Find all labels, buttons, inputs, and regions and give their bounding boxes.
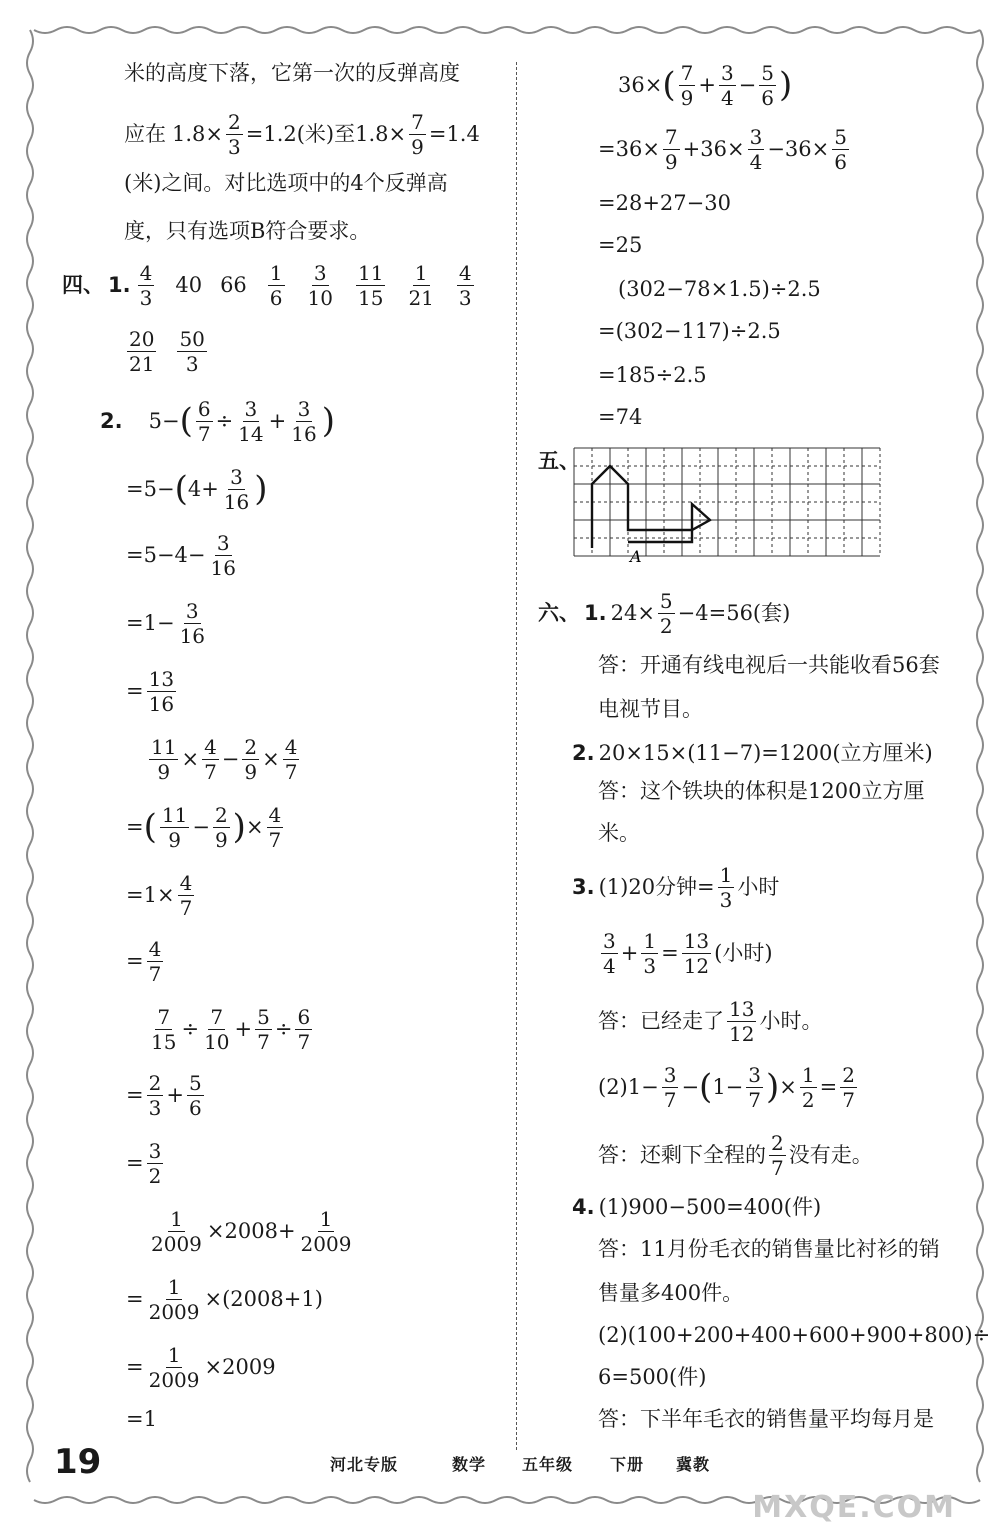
q6-1-answer-line1: 答：开通有线电视后一共能收看56套 xyxy=(598,653,940,677)
q4-2-step4: =1− $\frac{3}{16}$ xyxy=(126,598,206,648)
r-g4: =74 xyxy=(598,405,643,429)
q6-1-expr: 六、 1. 24× $\frac{5}{2}$ −4=56(套) xyxy=(538,588,791,638)
q6-2-answer-line1: 答：这个铁块的体积是1200立方厘 xyxy=(598,779,925,803)
q4-2-d-step2: = $\frac{1}{2009}$ ×(2008+1) xyxy=(126,1274,323,1324)
section-5-label: 五、 xyxy=(538,449,580,473)
q6-3-1-calc: $\frac{3}{4}$ + $\frac{1}{3}$ = $\frac{13}{12}$ (小时) xyxy=(603,928,773,978)
q6-3-2-calc: (2)1− $\frac{3}{7}$ − ( 1− $\frac{3}{7}$ ) × $\frac{1}{2}$ = $\frac{2}{7}$ xyxy=(598,1062,855,1112)
footer-publisher: 冀教 xyxy=(676,1455,711,1474)
r-e1: 36× ( $\frac{7}{9}$ + $\frac{3}{4}$ − $\frac{5}{6}$ ) xyxy=(618,60,793,110)
section-4-label: 四、 xyxy=(62,273,104,297)
q6-1-answer-line2: 电视节目。 xyxy=(598,697,703,721)
intro-line-4: 度，只有选项B符合要求。 xyxy=(124,219,371,243)
footer-subject: 数学 xyxy=(452,1455,487,1474)
q4-2-c-step2: = $\frac{2}{3}$ + $\frac{5}{6}$ xyxy=(126,1070,202,1120)
r-g1: (302−78×1.5)÷2.5 xyxy=(618,277,821,301)
column-divider xyxy=(516,62,517,1450)
intro-line-1: 米的高度下落，它第一次的反弹高度 xyxy=(124,61,460,85)
answer-frac: $\frac{4}{3}$ xyxy=(139,260,153,310)
page-number: 19 xyxy=(54,1442,102,1482)
footer-volume: 下册 xyxy=(610,1455,645,1474)
grid-point-a-label: A xyxy=(630,547,642,566)
watermark: MXQE.COM xyxy=(752,1490,956,1525)
q6-3-1-answer: 答：已经走了 $\frac{13}{12}$ 小时。 xyxy=(598,996,823,1046)
r-e3: =28+27−30 xyxy=(598,191,731,215)
q6-4-answer-line1: 答：11月份毛衣的销售量比衬衫的销 xyxy=(598,1237,940,1261)
intro-line-2: 应在 1.8× $\frac{2}{3}$ =1.2(米)至1.8× $\frac{7}{9}$ =1.4 xyxy=(124,109,480,159)
q4-2-step2: =5− ( 4+ $\frac{3}{16}$ ) xyxy=(126,464,268,514)
q4-2-step3: =5−4− $\frac{3}{16}$ xyxy=(126,530,236,580)
q6-4-2-line1: (2)(100+200+400+600+900+800)÷ xyxy=(598,1323,991,1347)
r-g2: =(302−117)÷2.5 xyxy=(598,319,781,343)
q6-3-1: 3. (1)20分钟= $\frac{1}{3}$ 小时 xyxy=(572,862,780,912)
q4-2-d-step3: = $\frac{1}{2009}$ ×2009 xyxy=(126,1342,276,1392)
q4-2-step1: 2. 5− ( $\frac{6}{7}$ ÷ $\frac{3}{14}$ + $\frac{3}{16}$ ) xyxy=(100,396,335,446)
footer-edition: 河北专版 xyxy=(330,1455,399,1474)
footer-grade: 五年级 xyxy=(522,1455,574,1474)
q4-2-d-step1: $\frac{1}{2009}$ ×2008+ $\frac{1}{2009}$ xyxy=(151,1206,352,1256)
q4-2-b-step3: =1× $\frac{4}{7}$ xyxy=(126,870,193,920)
q4-1-answers: 四、 1. $\frac{4}{3}$ 40 66 $\frac{1}{6}$ $\frac{3}{10}$ $\frac{11}{15}$ $\frac{1}{21}$ $\frac{4}{3}$ xyxy=(62,260,472,310)
q6-2-answer-line2: 米。 xyxy=(598,821,640,845)
q6-4-1: 4. (1)900−500=400(件) xyxy=(572,1195,822,1219)
intro-line-3: (米)之间。对比选项中的4个反弹高 xyxy=(124,171,448,195)
r-e2: =36× $\frac{7}{9}$ +36× $\frac{3}{4}$ −36× $\frac{5}{6}$ xyxy=(598,124,847,174)
q6-4-answer-line2: 售量多400件。 xyxy=(598,1281,744,1305)
q6-4-answer-line3: 答：下半年毛衣的销售量平均每月是 xyxy=(598,1407,934,1431)
q4-2-c-step3: = $\frac{3}{2}$ xyxy=(126,1138,162,1188)
q4-2-step5: = $\frac{13}{16}$ xyxy=(126,666,175,716)
q6-4-2-line2: 6=500(件) xyxy=(598,1365,707,1389)
section-5-grid-figure xyxy=(570,444,890,566)
r-g3: =185÷2.5 xyxy=(598,363,707,387)
q6-3-2-answer: 答：还剩下全程的 $\frac{2}{7}$ 没有走。 xyxy=(598,1130,873,1180)
r-e4: =25 xyxy=(598,233,643,257)
q4-2-b-step4: = $\frac{4}{7}$ xyxy=(126,936,162,986)
q4-2-d-step4: =1 xyxy=(126,1407,157,1431)
q4-1-answers-row2: $\frac{20}{21}$ $\frac{50}{3}$ xyxy=(129,326,205,376)
q4-2-c-step1: $\frac{7}{15}$ ÷ $\frac{7}{10}$ + $\frac{5}{7}$ ÷ $\frac{6}{7}$ xyxy=(151,1004,311,1054)
q4-2-b-step2: = ( $\frac{11}{9}$ − $\frac{2}{9}$ ) × $\frac{4}{7}$ xyxy=(126,802,282,852)
q6-2-expr: 2. 20×15×(11−7)=1200(立方厘米) xyxy=(572,741,933,765)
q4-2-b-step1: $\frac{11}{9}$ × $\frac{4}{7}$ − $\frac{2}{9}$ × $\frac{4}{7}$ xyxy=(151,734,298,784)
